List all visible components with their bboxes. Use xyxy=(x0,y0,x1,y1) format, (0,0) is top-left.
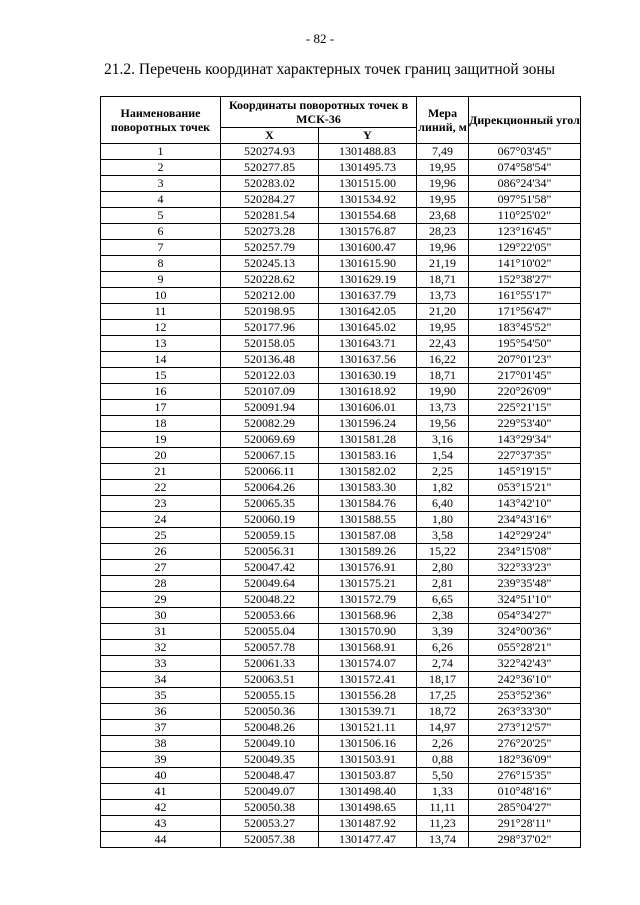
direction-angle-cell: 143°29'34" xyxy=(469,432,581,448)
point-number-cell: 25 xyxy=(101,528,221,544)
coord-x-cell: 520060.19 xyxy=(221,512,319,528)
coord-x-cell: 520212.00 xyxy=(221,288,319,304)
coord-y-cell: 1301629.19 xyxy=(319,272,417,288)
point-number-cell: 4 xyxy=(101,192,221,208)
table-row xyxy=(101,608,581,624)
point-number-cell: 13 xyxy=(101,336,221,352)
point-number-cell: 40 xyxy=(101,768,221,784)
coord-x-cell: 520048.26 xyxy=(221,720,319,736)
line-measure-cell: 6,65 xyxy=(417,592,469,608)
direction-angle-cell: 253°52'36" xyxy=(469,688,581,704)
coord-y-cell: 1301618.92 xyxy=(319,384,417,400)
direction-angle-cell: 097°51'58" xyxy=(469,192,581,208)
coord-x-cell: 520057.38 xyxy=(221,832,319,848)
point-number-cell: 3 xyxy=(101,176,221,192)
line-measure-cell: 6,40 xyxy=(417,496,469,512)
table-row xyxy=(101,304,581,320)
direction-angle-cell: 053°15'21" xyxy=(469,480,581,496)
table-row xyxy=(101,288,581,304)
line-measure-cell: 16,22 xyxy=(417,352,469,368)
table-row xyxy=(101,800,581,816)
line-measure-cell: 23,68 xyxy=(417,208,469,224)
direction-angle-cell: 161°55'17" xyxy=(469,288,581,304)
point-number-cell: 41 xyxy=(101,784,221,800)
point-number-cell: 36 xyxy=(101,704,221,720)
table-row xyxy=(101,832,581,848)
line-measure-cell: 18,17 xyxy=(417,672,469,688)
coord-x-cell: 520284.27 xyxy=(221,192,319,208)
coord-x-cell: 520056.31 xyxy=(221,544,319,560)
point-number-cell: 16 xyxy=(101,384,221,400)
coord-x-cell: 520053.27 xyxy=(221,816,319,832)
coord-x-cell: 520063.51 xyxy=(221,672,319,688)
coord-y-cell: 1301477.47 xyxy=(319,832,417,848)
point-number-cell: 15 xyxy=(101,368,221,384)
table-row xyxy=(101,736,581,752)
coord-y-cell: 1301575.21 xyxy=(319,576,417,592)
table-row xyxy=(101,496,581,512)
line-measure-cell: 2,38 xyxy=(417,608,469,624)
coord-y-cell: 1301539.71 xyxy=(319,704,417,720)
line-measure-cell: 2,74 xyxy=(417,656,469,672)
table-row xyxy=(101,256,581,272)
coord-y-cell: 1301503.87 xyxy=(319,768,417,784)
direction-angle-cell: 217°01'45" xyxy=(469,368,581,384)
table-row xyxy=(101,320,581,336)
line-measure-cell: 13,73 xyxy=(417,288,469,304)
direction-angle-cell: 143°42'10" xyxy=(469,496,581,512)
table-row xyxy=(101,448,581,464)
direction-angle-cell: 010°48'16" xyxy=(469,784,581,800)
direction-angle-cell: 123°16'45" xyxy=(469,224,581,240)
coord-x-cell: 520228.62 xyxy=(221,272,319,288)
table-row xyxy=(101,192,581,208)
line-measure-cell: 11,11 xyxy=(417,800,469,816)
table-row xyxy=(101,272,581,288)
line-measure-cell: 6,26 xyxy=(417,640,469,656)
coord-y-cell: 1301582.02 xyxy=(319,464,417,480)
point-number-cell: 8 xyxy=(101,256,221,272)
table-row xyxy=(101,816,581,832)
point-number-cell: 18 xyxy=(101,416,221,432)
line-measure-cell: 7,49 xyxy=(417,144,469,160)
coord-x-cell: 520107.09 xyxy=(221,384,319,400)
line-measure-cell: 21,19 xyxy=(417,256,469,272)
coord-x-cell: 520066.11 xyxy=(221,464,319,480)
line-measure-cell: 11,23 xyxy=(417,816,469,832)
point-number-cell: 42 xyxy=(101,800,221,816)
coord-x-cell: 520273.28 xyxy=(221,224,319,240)
table-row xyxy=(101,464,581,480)
coord-x-cell: 520065.35 xyxy=(221,496,319,512)
point-number-cell: 26 xyxy=(101,544,221,560)
table-row xyxy=(101,592,581,608)
coord-x-cell: 520281.54 xyxy=(221,208,319,224)
point-number-cell: 10 xyxy=(101,288,221,304)
line-measure-cell: 2,26 xyxy=(417,736,469,752)
coord-x-cell: 520064.26 xyxy=(221,480,319,496)
header-line-measure: Мера линий, м xyxy=(417,97,469,144)
coord-x-cell: 520055.04 xyxy=(221,624,319,640)
table-row xyxy=(101,432,581,448)
line-measure-cell: 2,25 xyxy=(417,464,469,480)
point-number-cell: 22 xyxy=(101,480,221,496)
direction-angle-cell: 195°54'50" xyxy=(469,336,581,352)
point-number-cell: 11 xyxy=(101,304,221,320)
point-number-cell: 43 xyxy=(101,816,221,832)
coord-x-cell: 520049.35 xyxy=(221,752,319,768)
table-row xyxy=(101,544,581,560)
line-measure-cell: 1,33 xyxy=(417,784,469,800)
coord-y-cell: 1301515.00 xyxy=(319,176,417,192)
direction-angle-cell: 234°43'16" xyxy=(469,512,581,528)
table-row xyxy=(101,720,581,736)
coord-y-cell: 1301606.01 xyxy=(319,400,417,416)
coord-y-cell: 1301506.16 xyxy=(319,736,417,752)
coord-y-cell: 1301637.56 xyxy=(319,352,417,368)
coord-x-cell: 520177.96 xyxy=(221,320,319,336)
direction-angle-cell: 225°21'15" xyxy=(469,400,581,416)
coord-x-cell: 520050.36 xyxy=(221,704,319,720)
direction-angle-cell: 141°10'02" xyxy=(469,256,581,272)
point-number-cell: 6 xyxy=(101,224,221,240)
table-row xyxy=(101,576,581,592)
table-row xyxy=(101,640,581,656)
line-measure-cell: 19,95 xyxy=(417,160,469,176)
coord-x-cell: 520274.93 xyxy=(221,144,319,160)
line-measure-cell: 3,39 xyxy=(417,624,469,640)
direction-angle-cell: 086°24'34" xyxy=(469,176,581,192)
point-number-cell: 7 xyxy=(101,240,221,256)
point-number-cell: 2 xyxy=(101,160,221,176)
coord-x-cell: 520049.10 xyxy=(221,736,319,752)
point-number-cell: 35 xyxy=(101,688,221,704)
direction-angle-cell: 183°45'52" xyxy=(469,320,581,336)
table-row xyxy=(101,784,581,800)
table-row xyxy=(101,704,581,720)
direction-angle-cell: 220°26'09" xyxy=(469,384,581,400)
header-direction-angle: Дирекционный угол xyxy=(469,97,581,144)
point-number-cell: 32 xyxy=(101,640,221,656)
table-row xyxy=(101,688,581,704)
line-measure-cell: 3,16 xyxy=(417,432,469,448)
coord-x-cell: 520283.02 xyxy=(221,176,319,192)
point-number-cell: 21 xyxy=(101,464,221,480)
coord-y-cell: 1301498.65 xyxy=(319,800,417,816)
table-row xyxy=(101,512,581,528)
line-measure-cell: 5,50 xyxy=(417,768,469,784)
coord-x-cell: 520055.15 xyxy=(221,688,319,704)
line-measure-cell: 19,96 xyxy=(417,176,469,192)
direction-angle-cell: 129°22'05" xyxy=(469,240,581,256)
table-row xyxy=(101,144,581,160)
coord-x-cell: 520048.22 xyxy=(221,592,319,608)
table-row xyxy=(101,240,581,256)
table-row xyxy=(101,528,581,544)
direction-angle-cell: 145°19'15" xyxy=(469,464,581,480)
line-measure-cell: 1,82 xyxy=(417,480,469,496)
coord-x-cell: 520122.03 xyxy=(221,368,319,384)
line-measure-cell: 18,71 xyxy=(417,368,469,384)
direction-angle-cell: 054°34'27" xyxy=(469,608,581,624)
coord-x-cell: 520053.66 xyxy=(221,608,319,624)
direction-angle-cell: 142°29'24" xyxy=(469,528,581,544)
point-number-cell: 24 xyxy=(101,512,221,528)
direction-angle-cell: 324°00'36" xyxy=(469,624,581,640)
direction-angle-cell: 324°51'10" xyxy=(469,592,581,608)
document-heading: 21.2. Перечень координат характерных точек границ защитной зоны xyxy=(104,61,556,78)
point-number-cell: 33 xyxy=(101,656,221,672)
line-measure-cell: 17,25 xyxy=(417,688,469,704)
line-measure-cell: 2,81 xyxy=(417,576,469,592)
line-measure-cell: 0,88 xyxy=(417,752,469,768)
coord-y-cell: 1301572.79 xyxy=(319,592,417,608)
page-number: - 82 - xyxy=(305,31,335,46)
point-number-cell: 19 xyxy=(101,432,221,448)
direction-angle-cell: 291°28'11" xyxy=(469,816,581,832)
coord-y-cell: 1301568.91 xyxy=(319,640,417,656)
coord-y-cell: 1301583.16 xyxy=(319,448,417,464)
table-row xyxy=(101,208,581,224)
table-row xyxy=(101,480,581,496)
header-coordinates: Координаты поворотных точек в МСК-36 xyxy=(221,97,417,128)
direction-angle-cell: 074°58'54" xyxy=(469,160,581,176)
coord-x-cell: 520136.48 xyxy=(221,352,319,368)
direction-angle-cell: 229°53'40" xyxy=(469,416,581,432)
table-row xyxy=(101,384,581,400)
direction-angle-cell: 263°33'30" xyxy=(469,704,581,720)
coord-y-cell: 1301596.24 xyxy=(319,416,417,432)
table-row xyxy=(101,560,581,576)
header-x: X xyxy=(221,127,319,143)
direction-angle-cell: 055°28'21" xyxy=(469,640,581,656)
table-row xyxy=(101,656,581,672)
table-row xyxy=(101,400,581,416)
line-measure-cell: 13,73 xyxy=(417,400,469,416)
coord-x-cell: 520047.42 xyxy=(221,560,319,576)
point-number-cell: 27 xyxy=(101,560,221,576)
point-number-cell: 5 xyxy=(101,208,221,224)
line-measure-cell: 15,22 xyxy=(417,544,469,560)
point-number-cell: 38 xyxy=(101,736,221,752)
point-number-cell: 23 xyxy=(101,496,221,512)
coord-y-cell: 1301645.02 xyxy=(319,320,417,336)
point-number-cell: 17 xyxy=(101,400,221,416)
direction-angle-cell: 234°15'08" xyxy=(469,544,581,560)
coord-y-cell: 1301589.26 xyxy=(319,544,417,560)
direction-angle-cell: 322°33'23" xyxy=(469,560,581,576)
direction-angle-cell: 276°20'25" xyxy=(469,736,581,752)
coord-y-cell: 1301534.92 xyxy=(319,192,417,208)
line-measure-cell: 3,58 xyxy=(417,528,469,544)
coord-x-cell: 520059.15 xyxy=(221,528,319,544)
line-measure-cell: 19,90 xyxy=(417,384,469,400)
line-measure-cell: 19,95 xyxy=(417,320,469,336)
point-number-cell: 20 xyxy=(101,448,221,464)
line-measure-cell: 13,74 xyxy=(417,832,469,848)
line-measure-cell: 21,20 xyxy=(417,304,469,320)
coord-x-cell: 520158.05 xyxy=(221,336,319,352)
coord-x-cell: 520082.29 xyxy=(221,416,319,432)
coord-x-cell: 520049.64 xyxy=(221,576,319,592)
point-number-cell: 30 xyxy=(101,608,221,624)
coord-y-cell: 1301642.05 xyxy=(319,304,417,320)
line-measure-cell: 28,23 xyxy=(417,224,469,240)
line-measure-cell: 19,56 xyxy=(417,416,469,432)
coord-y-cell: 1301583.30 xyxy=(319,480,417,496)
point-number-cell: 12 xyxy=(101,320,221,336)
coord-y-cell: 1301521.11 xyxy=(319,720,417,736)
coord-y-cell: 1301576.91 xyxy=(319,560,417,576)
point-number-cell: 14 xyxy=(101,352,221,368)
line-measure-cell: 18,72 xyxy=(417,704,469,720)
coord-y-cell: 1301488.83 xyxy=(319,144,417,160)
direction-angle-cell: 207°01'23" xyxy=(469,352,581,368)
direction-angle-cell: 239°35'48" xyxy=(469,576,581,592)
coord-y-cell: 1301588.55 xyxy=(319,512,417,528)
point-number-cell: 39 xyxy=(101,752,221,768)
coord-x-cell: 520057.78 xyxy=(221,640,319,656)
coord-y-cell: 1301587.08 xyxy=(319,528,417,544)
direction-angle-cell: 285°04'27" xyxy=(469,800,581,816)
table-row xyxy=(101,336,581,352)
coord-y-cell: 1301503.91 xyxy=(319,752,417,768)
table-row xyxy=(101,768,581,784)
coord-x-cell: 520277.85 xyxy=(221,160,319,176)
point-number-cell: 1 xyxy=(101,144,221,160)
direction-angle-cell: 152°38'27" xyxy=(469,272,581,288)
coord-y-cell: 1301554.68 xyxy=(319,208,417,224)
coord-x-cell: 520067.15 xyxy=(221,448,319,464)
direction-angle-cell: 182°36'09" xyxy=(469,752,581,768)
line-measure-cell: 18,71 xyxy=(417,272,469,288)
coord-y-cell: 1301495.73 xyxy=(319,160,417,176)
direction-angle-cell: 298°37'02" xyxy=(469,832,581,848)
header-point-name: Наименование поворотных точек xyxy=(101,97,221,144)
coord-x-cell: 520048.47 xyxy=(221,768,319,784)
table-row xyxy=(101,224,581,240)
point-number-cell: 34 xyxy=(101,672,221,688)
header-y: Y xyxy=(319,127,417,143)
direction-angle-cell: 110°25'02" xyxy=(469,208,581,224)
point-number-cell: 31 xyxy=(101,624,221,640)
table-row xyxy=(101,176,581,192)
coord-x-cell: 520061.33 xyxy=(221,656,319,672)
coord-x-cell: 520257.79 xyxy=(221,240,319,256)
direction-angle-cell: 171°56'47" xyxy=(469,304,581,320)
coord-y-cell: 1301630.19 xyxy=(319,368,417,384)
coord-y-cell: 1301574.07 xyxy=(319,656,417,672)
table-row xyxy=(101,672,581,688)
coord-y-cell: 1301572.41 xyxy=(319,672,417,688)
coord-y-cell: 1301581.28 xyxy=(319,432,417,448)
direction-angle-cell: 227°37'35" xyxy=(469,448,581,464)
coord-y-cell: 1301615.90 xyxy=(319,256,417,272)
table-row xyxy=(101,416,581,432)
coord-y-cell: 1301487.92 xyxy=(319,816,417,832)
coord-x-cell: 520069.69 xyxy=(221,432,319,448)
table-row xyxy=(101,624,581,640)
direction-angle-cell: 273°12'57" xyxy=(469,720,581,736)
coord-y-cell: 1301498.40 xyxy=(319,784,417,800)
direction-angle-cell: 276°15'35" xyxy=(469,768,581,784)
coord-y-cell: 1301556.28 xyxy=(319,688,417,704)
point-number-cell: 44 xyxy=(101,832,221,848)
coord-x-cell: 520245.13 xyxy=(221,256,319,272)
coord-y-cell: 1301568.96 xyxy=(319,608,417,624)
table-body xyxy=(101,144,581,848)
point-number-cell: 9 xyxy=(101,272,221,288)
point-number-cell: 28 xyxy=(101,576,221,592)
line-measure-cell: 14,97 xyxy=(417,720,469,736)
direction-angle-cell: 242°36'10" xyxy=(469,672,581,688)
coord-y-cell: 1301584.76 xyxy=(319,496,417,512)
coord-y-cell: 1301600.47 xyxy=(319,240,417,256)
line-measure-cell: 1,54 xyxy=(417,448,469,464)
direction-angle-cell: 067°03'45" xyxy=(469,144,581,160)
line-measure-cell: 19,95 xyxy=(417,192,469,208)
point-number-cell: 29 xyxy=(101,592,221,608)
direction-angle-cell: 322°42'43" xyxy=(469,656,581,672)
coord-y-cell: 1301637.79 xyxy=(319,288,417,304)
line-measure-cell: 1,80 xyxy=(417,512,469,528)
coord-x-cell: 520091.94 xyxy=(221,400,319,416)
line-measure-cell: 19,96 xyxy=(417,240,469,256)
line-measure-cell: 2,80 xyxy=(417,560,469,576)
table-row xyxy=(101,368,581,384)
table-row xyxy=(101,352,581,368)
line-measure-cell: 22,43 xyxy=(417,336,469,352)
coord-y-cell: 1301570.90 xyxy=(319,624,417,640)
coord-y-cell: 1301643.71 xyxy=(319,336,417,352)
table-row xyxy=(101,752,581,768)
point-number-cell: 37 xyxy=(101,720,221,736)
coord-x-cell: 520050.38 xyxy=(221,800,319,816)
coord-x-cell: 520049.07 xyxy=(221,784,319,800)
table-row xyxy=(101,160,581,176)
coord-y-cell: 1301576.87 xyxy=(319,224,417,240)
coordinates-table xyxy=(100,96,581,848)
coord-x-cell: 520198.95 xyxy=(221,304,319,320)
